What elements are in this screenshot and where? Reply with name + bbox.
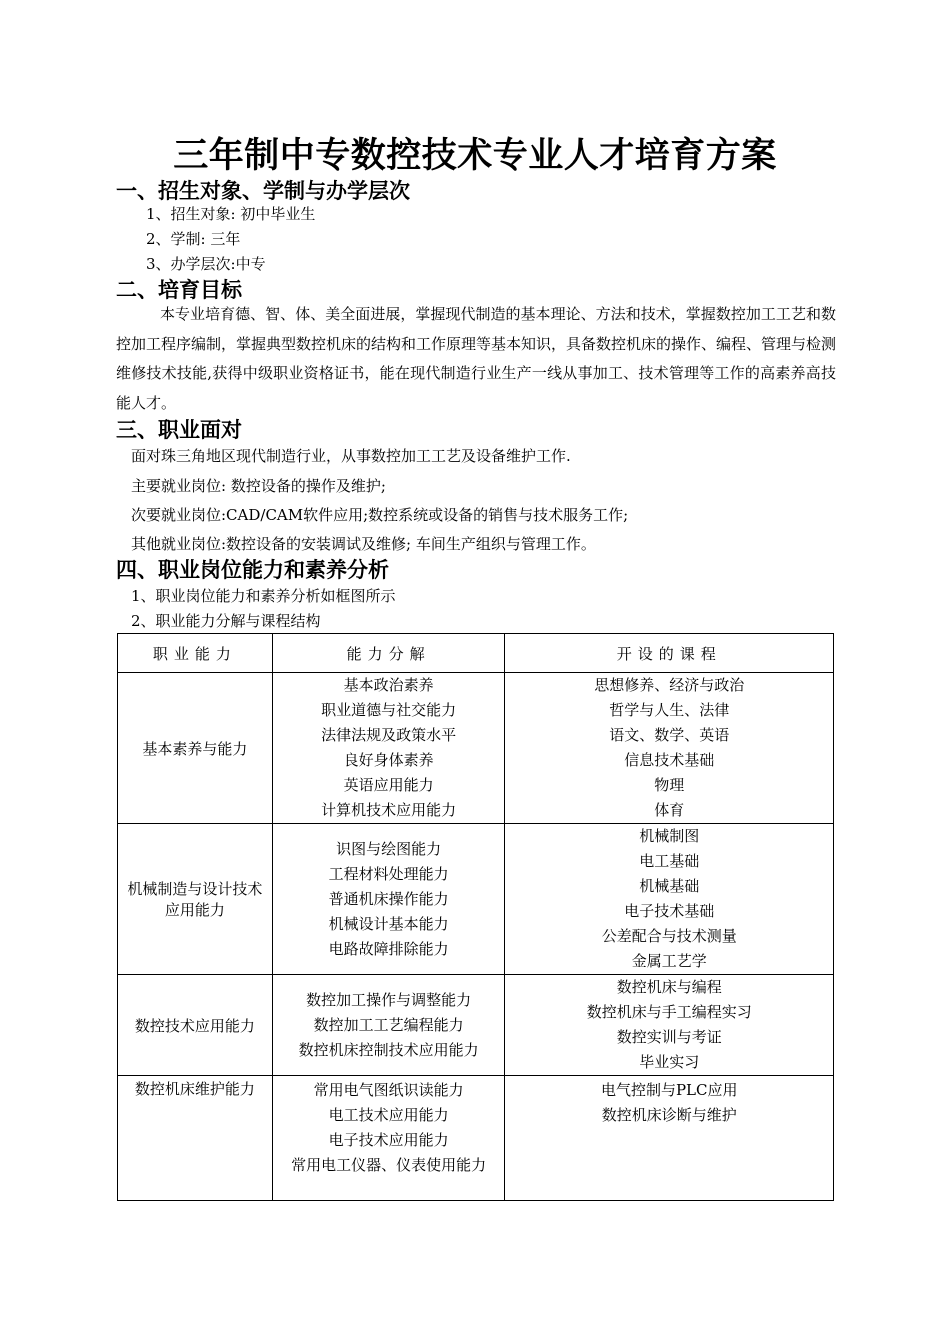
course-item: 数控实训与考证 bbox=[616, 1028, 722, 1046]
courses-cell bbox=[505, 975, 834, 1076]
breakdown-cell bbox=[272, 673, 505, 824]
course-item: 公差配合与技术测量 bbox=[601, 927, 737, 945]
breakdown-item: 基本政治素养 bbox=[343, 676, 434, 694]
course-item: 机械基础 bbox=[639, 877, 700, 895]
section-2-heading: 二、培育目标 bbox=[116, 278, 242, 302]
training-goal-paragraph: 本专业培育德、智、体、美全面进展，掌握现代制造的基本理论、方法和技术，掌握数控加工工艺和数控加工程序编制，掌握典型数控机床的结构和工作原理等基本知识，具备数控机床的操作、编程、管理与检测维修技术技能,获得中级职业资格证书，能在现代制造行业生产一线从事加工、技术管理等工作的高素养高技能人才。 bbox=[116, 305, 837, 412]
career-line: 其他就业岗位:数控设备的安装调试及维修; 车间生产组织与管理工作。 bbox=[131, 535, 596, 553]
breakdown-item: 数控加工操作与调整能力 bbox=[306, 990, 472, 1009]
breakdown-item: 数控机床控制技术应用能力 bbox=[298, 1040, 479, 1059]
course-item: 体育 bbox=[654, 801, 685, 819]
career-line: 面对珠三角地区现代制造行业，从事数控加工工艺及设备维护工作. bbox=[131, 447, 571, 465]
table-header-row bbox=[118, 634, 834, 673]
course-item: 物理 bbox=[654, 776, 685, 794]
course-item: 思想修养、经济与政治 bbox=[594, 676, 745, 694]
column-header: 能力分解 bbox=[272, 634, 505, 673]
course-item: 语文、数学、英语 bbox=[609, 726, 730, 744]
course-item: 金属工艺学 bbox=[631, 952, 707, 970]
breakdown-item: 电工技术应用能力 bbox=[328, 1106, 449, 1124]
column-header: 开设的课程 bbox=[505, 634, 834, 673]
breakdown-cell bbox=[272, 824, 505, 975]
breakdown-item: 机械设计基本能力 bbox=[328, 914, 449, 933]
courses-cell bbox=[505, 1076, 834, 1201]
course-item: 哲学与人生、法律 bbox=[609, 701, 730, 719]
table-row bbox=[118, 975, 834, 1076]
table-row bbox=[118, 1076, 834, 1201]
table-row bbox=[118, 824, 834, 975]
course-item: 数控机床与手工编程实习 bbox=[586, 1003, 752, 1021]
courses-cell bbox=[505, 824, 834, 975]
table-row bbox=[118, 673, 834, 824]
breakdown-item: 法律法规及政策水平 bbox=[321, 726, 457, 744]
course-item: 毕业实习 bbox=[639, 1053, 700, 1071]
section-1-heading: 一、招生对象、学制与办学层次 bbox=[116, 179, 410, 203]
breakdown-item: 良好身体素养 bbox=[343, 751, 434, 769]
breakdown-cell bbox=[272, 1076, 505, 1201]
breakdown-item: 计算机技术应用能力 bbox=[321, 801, 457, 819]
section-1-item: 2、学制: 三年 bbox=[146, 230, 241, 248]
section-4-item: 2、职业能力分解与课程结构 bbox=[131, 612, 321, 630]
course-item: 信息技术基础 bbox=[624, 751, 715, 769]
breakdown-item: 电路故障排除能力 bbox=[328, 939, 449, 958]
breakdown-item: 普通机床操作能力 bbox=[328, 889, 449, 908]
courses-cell bbox=[505, 673, 834, 824]
career-line: 主要就业岗位: 数控设备的操作及维护; bbox=[131, 477, 386, 495]
course-item: 数控机床与编程 bbox=[616, 978, 722, 996]
page-title: 三年制中专数控技术专业人才培育方案 bbox=[173, 135, 777, 176]
section-1-item: 3、办学层次:中专 bbox=[146, 255, 266, 273]
breakdown-item: 工程材料处理能力 bbox=[328, 864, 449, 883]
section-4-item: 1、职业岗位能力和素养分析如框图所示 bbox=[131, 587, 396, 605]
breakdown-item: 英语应用能力 bbox=[343, 776, 434, 794]
ability-cell: 数控技术应用能力 bbox=[118, 975, 273, 1076]
ability-cell: 机械制造与设计技术应用能力 bbox=[118, 824, 273, 975]
section-4-heading: 四、职业岗位能力和素养分析 bbox=[116, 558, 389, 582]
course-item: 数控机床诊断与维护 bbox=[601, 1106, 737, 1124]
ability-cell: 基本素养与能力 bbox=[118, 673, 273, 824]
breakdown-item: 电子技术应用能力 bbox=[328, 1131, 449, 1149]
course-item: 机械制图 bbox=[639, 827, 700, 845]
breakdown-item: 识图与绘图能力 bbox=[336, 839, 442, 858]
breakdown-item: 职业道德与社交能力 bbox=[321, 701, 457, 719]
section-1-item: 1、招生对象: 初中毕业生 bbox=[146, 205, 316, 223]
breakdown-cell bbox=[272, 975, 505, 1076]
column-header: 职业能力 bbox=[118, 634, 273, 673]
breakdown-item: 数控加工工艺编程能力 bbox=[313, 1015, 464, 1034]
ability-cell: 数控机床维护能力 bbox=[118, 1076, 273, 1201]
ability-course-table bbox=[117, 633, 834, 1201]
course-item: 电气控制与PLC应用 bbox=[600, 1081, 738, 1099]
section-3-heading: 三、职业面对 bbox=[116, 418, 242, 442]
breakdown-item: 常用电工仪器、仪表使用能力 bbox=[291, 1156, 487, 1174]
course-item: 电子技术基础 bbox=[624, 902, 715, 920]
breakdown-item: 常用电气图纸识读能力 bbox=[313, 1081, 464, 1099]
course-item: 电工基础 bbox=[639, 852, 700, 870]
career-line: 次要就业岗位:CAD/CAM软件应用;数控系统或设备的销售与技术服务工作; bbox=[131, 506, 629, 524]
